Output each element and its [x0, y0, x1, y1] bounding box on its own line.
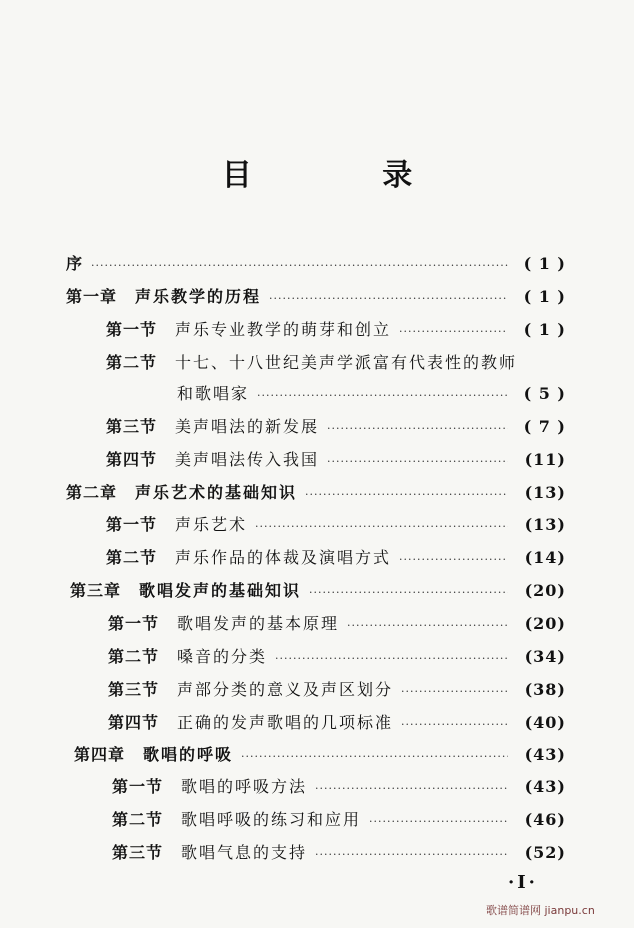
toc-page-number: (11)	[524, 450, 566, 469]
toc-entry-preface[interactable]	[66, 254, 566, 276]
toc-label: 第四章	[74, 745, 126, 764]
dot-leader	[241, 747, 508, 767]
toc-label: 第二节	[112, 810, 164, 829]
toc-title: 歌唱的呼吸	[143, 745, 234, 764]
dot-leader	[315, 779, 508, 799]
toc-page-number: (43)	[524, 777, 566, 796]
dot-leader	[401, 682, 508, 702]
toc-label: 第三节	[112, 843, 164, 862]
toc-page-number: (40)	[524, 713, 566, 732]
toc-entry-ch1-section-2-cont[interactable]	[177, 384, 566, 406]
toc-label: 第四节	[106, 450, 158, 469]
dot-leader	[309, 583, 508, 603]
toc-label: 第三章	[70, 581, 122, 600]
toc-label: 第四节	[108, 713, 160, 732]
toc-entry-chapter-1[interactable]	[66, 287, 566, 309]
dot-leader	[269, 289, 508, 309]
toc-entry-ch3-section-4[interactable]	[108, 713, 566, 735]
toc-title: 正确的发声歌唱的几项标准	[177, 713, 394, 732]
toc-label: 第三节	[106, 417, 158, 436]
toc-title: 歌唱呼吸的练习和应用	[181, 810, 362, 829]
toc-page-number: (14)	[524, 548, 566, 567]
toc-title: 美声唱法的新发展	[175, 417, 320, 436]
toc-label: 第二节	[106, 353, 158, 372]
toc-title: 声乐艺术	[175, 515, 248, 534]
toc-label: 第二节	[106, 548, 158, 567]
toc-entry-ch2-section-2[interactable]	[106, 548, 566, 570]
toc-label: 第一节	[106, 515, 158, 534]
dot-leader	[255, 517, 508, 537]
toc-page-number: (13)	[524, 515, 566, 534]
toc-title: 十七、十八世纪美声学派富有代表性的教师	[175, 353, 518, 372]
toc-title: 歌唱发声的基础知识	[139, 581, 302, 600]
dot-leader	[399, 550, 508, 570]
dot-leader	[347, 616, 508, 636]
toc-entry-chapter-3[interactable]	[70, 581, 566, 603]
toc-page-number: (13)	[524, 483, 566, 502]
toc-title: 声部分类的意义及声区划分	[177, 680, 394, 699]
toc-title: 声乐作品的体裁及演唱方式	[175, 548, 392, 567]
toc-label: 第一节	[106, 320, 158, 339]
toc-entry-chapter-2[interactable]	[66, 483, 566, 505]
toc-page-number: (46)	[524, 810, 566, 829]
toc-page-number: (34)	[524, 647, 566, 666]
toc-entry-ch1-section-4[interactable]	[106, 450, 566, 472]
page-folio: ·Ⅰ·	[508, 872, 538, 893]
toc-entry-ch4-section-2[interactable]	[112, 810, 566, 832]
dot-leader	[305, 485, 508, 505]
toc-title: 声乐艺术的基础知识	[135, 483, 298, 502]
toc-page-number: (52)	[524, 843, 566, 862]
toc-title: 歌唱气息的支持	[181, 843, 308, 862]
toc-label: 第一节	[108, 614, 160, 633]
toc-page-number: ( 1 )	[523, 287, 566, 306]
dot-leader	[327, 419, 508, 439]
toc-label: 第二节	[108, 647, 160, 666]
toc-label: 第二章	[66, 483, 118, 502]
toc-title: 美声唱法传入我国	[175, 450, 320, 469]
toc-entry-chapter-4[interactable]	[74, 745, 566, 767]
toc-page-number: (20)	[524, 581, 566, 600]
toc-label: 第一章	[66, 287, 118, 306]
toc-title: 歌唱发声的基本原理	[177, 614, 340, 633]
dot-leader	[401, 715, 508, 735]
toc-title-continuation: 和歌唱家	[177, 384, 250, 403]
toc-title: 歌唱的呼吸方法	[181, 777, 308, 796]
dot-leader	[257, 386, 508, 406]
toc-entry-ch4-section-3[interactable]	[112, 843, 566, 865]
toc-entry-ch3-section-3[interactable]	[108, 680, 566, 702]
site-watermark: 歌谱简谱网 jianpu.cn	[486, 904, 595, 917]
toc-entry-ch3-section-2[interactable]	[108, 647, 566, 669]
toc-label: 第一节	[112, 777, 164, 796]
dot-leader	[315, 845, 508, 865]
toc-entry-ch1-section-1[interactable]	[106, 320, 566, 342]
toc-title: 声乐教学的历程	[135, 287, 262, 306]
dot-leader	[327, 452, 508, 472]
toc-page-number: ( 1 )	[523, 320, 566, 339]
toc-entry-ch4-section-1[interactable]	[112, 777, 566, 799]
dot-leader	[369, 812, 508, 832]
dot-leader	[91, 256, 508, 276]
page-title: 目 录	[221, 158, 473, 193]
toc-page-number: (20)	[524, 614, 566, 633]
toc-page-number: ( 5 )	[523, 384, 566, 403]
toc-entry-ch3-section-1[interactable]	[108, 614, 566, 636]
toc-label: 序	[66, 254, 84, 273]
dot-leader	[399, 322, 508, 342]
toc-entry-ch2-section-1[interactable]	[106, 515, 566, 537]
toc-page-number: ( 1 )	[523, 254, 566, 273]
toc-page-number: (43)	[524, 745, 566, 764]
toc-title: 嗓音的分类	[177, 647, 268, 666]
toc-label: 第三节	[108, 680, 160, 699]
toc-page-number: ( 7 )	[523, 417, 566, 436]
toc-title: 声乐专业教学的萌芽和创立	[175, 320, 392, 339]
toc-entry-ch1-section-2[interactable]	[106, 353, 566, 373]
toc-entry-ch1-section-3[interactable]	[106, 417, 566, 439]
dot-leader	[275, 649, 508, 669]
toc-page-number: (38)	[524, 680, 566, 699]
